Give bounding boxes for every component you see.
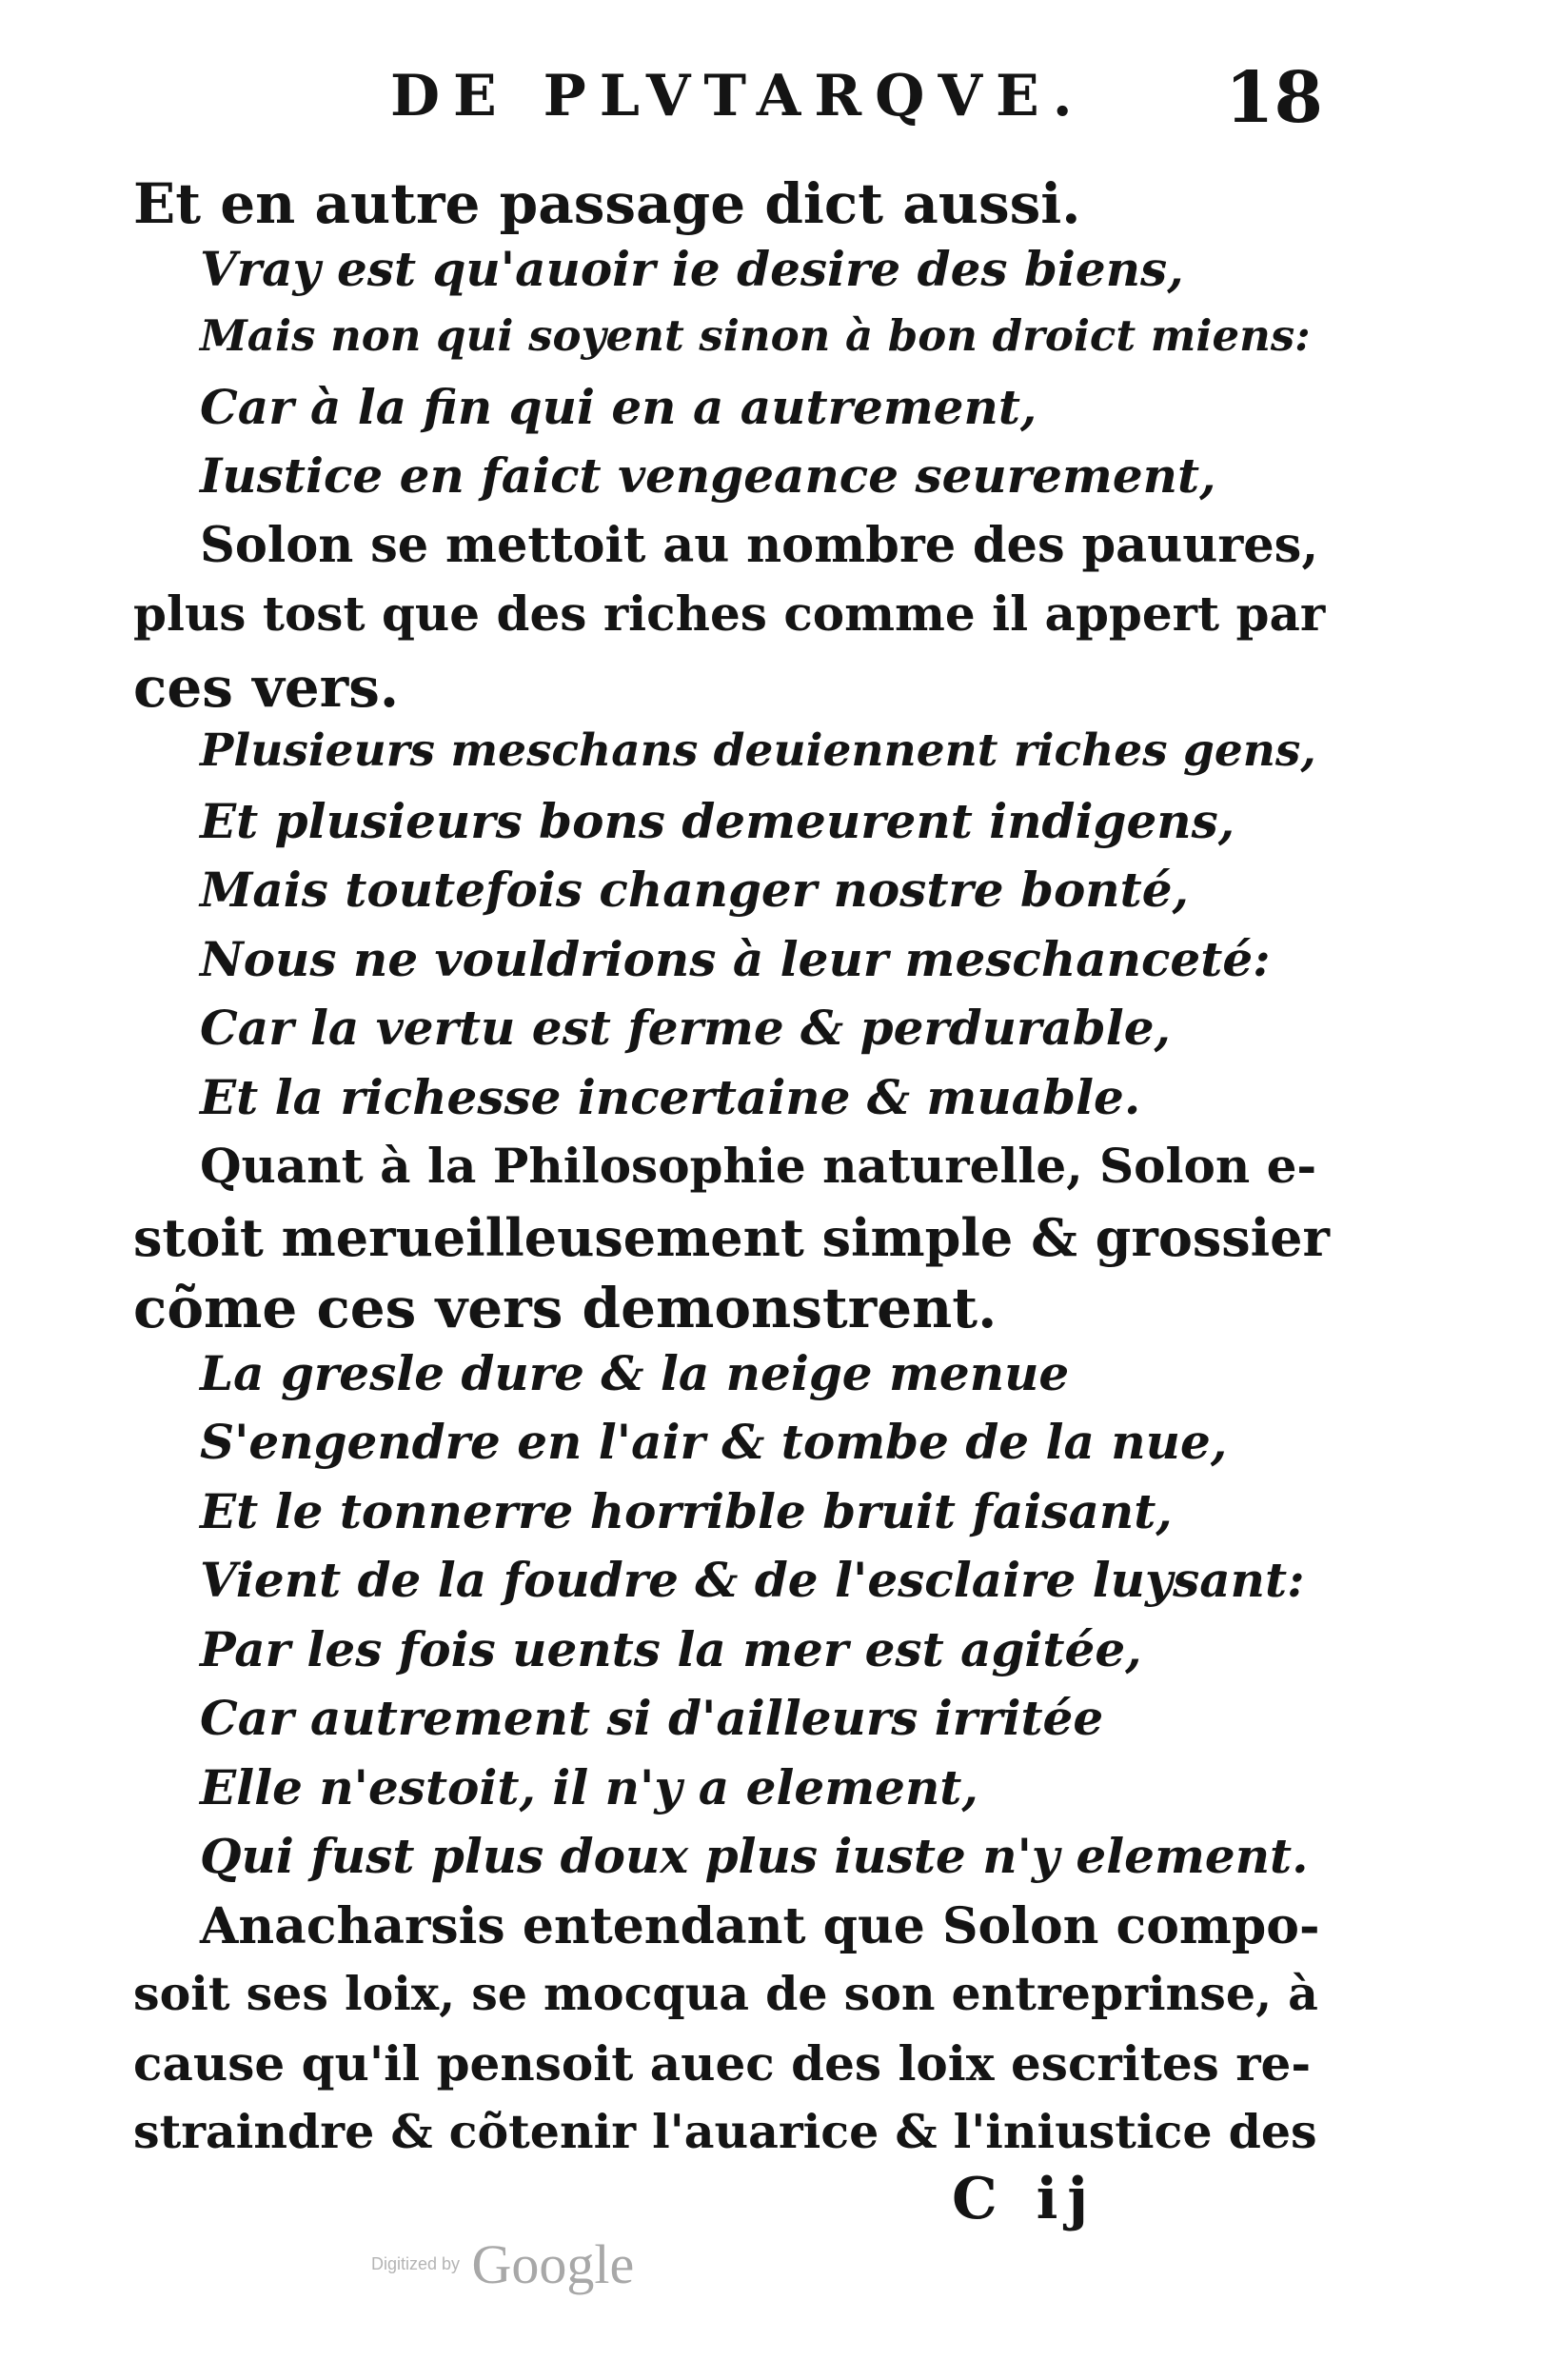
text-line: La gresle dure & la neige menue — [200, 1344, 1070, 1401]
text-line: Qui fust plus doux plus iuste n'y element. — [200, 1828, 1309, 1884]
text-line: straindre & cõtenir l'auarice & l'iniustice des — [133, 2104, 1317, 2159]
running-title: DE PLVTARQVE. — [390, 63, 1086, 129]
digitization-watermark — [371, 2232, 634, 2296]
text-line: plus tost que des riches comme il appert par — [133, 585, 1326, 642]
text-line: Car la vertu est ferme & perdurable, — [200, 1000, 1171, 1056]
text-line: soit ses loix, se mocqua de son entreprinse, à — [133, 1966, 1318, 2021]
page-header — [133, 57, 1323, 152]
text-line: Vient de la foudre & de l'esclaire luysant: — [200, 1552, 1305, 1608]
text-line: Elle n'estoit, il n'y a element, — [200, 1758, 978, 1815]
text-line: Car autrement si d'ailleurs irritée — [200, 1690, 1104, 1746]
text-line: ces vers. — [133, 654, 400, 720]
text-line: Mais non qui soyent sinon à bon droict miens: — [200, 310, 1311, 361]
text-line: stoit merueilleusement simple & grossier — [133, 1206, 1330, 1268]
text-line: cause qu'il pensoit auec des loix escrites re- — [133, 2034, 1312, 2092]
page-number: 18 — [1225, 57, 1323, 139]
signature-mark: C ij — [952, 2166, 1098, 2232]
text-line: Anacharsis entendant que Solon compo- — [200, 1896, 1320, 1955]
text-line: Et le tonnerre horrible bruit faisant, — [200, 1482, 1173, 1539]
text-line: Par les fois uents la mer est agitée, — [200, 1620, 1142, 1677]
text-line: S'engendre en l'air & tombe de la nue, — [200, 1414, 1228, 1470]
text-line: Et la richesse incertaine & muable. — [200, 1068, 1141, 1125]
text-line: Solon se mettoit au nombre des pauures, — [200, 516, 1319, 574]
text-line: Plusieurs meschans deuiennent riches gens, — [200, 724, 1316, 777]
text-line: Mais toutefois changer nostre bonté, — [200, 862, 1189, 918]
text-line: Car à la fin qui en a autrement, — [200, 378, 1037, 435]
text-line: Et plusieurs bons demeurent indigens, — [200, 792, 1235, 849]
text-line: Iustice en faict vengeance seurement, — [200, 447, 1216, 504]
text-line: Quant à la Philosophie naturelle, Solon e- — [200, 1138, 1317, 1194]
text-line: Nous ne vouldrions à leur meschanceté: — [200, 930, 1271, 987]
text-line: cõme ces vers demonstrent. — [133, 1276, 998, 1340]
text-line: Et en autre passage dict aussi. — [133, 171, 1081, 236]
watermark-prefix: Digitized by — [371, 2254, 461, 2273]
text-line: Vray est qu'auoir ie desire des biens, — [200, 240, 1184, 297]
google-logo: Google — [471, 2233, 635, 2295]
